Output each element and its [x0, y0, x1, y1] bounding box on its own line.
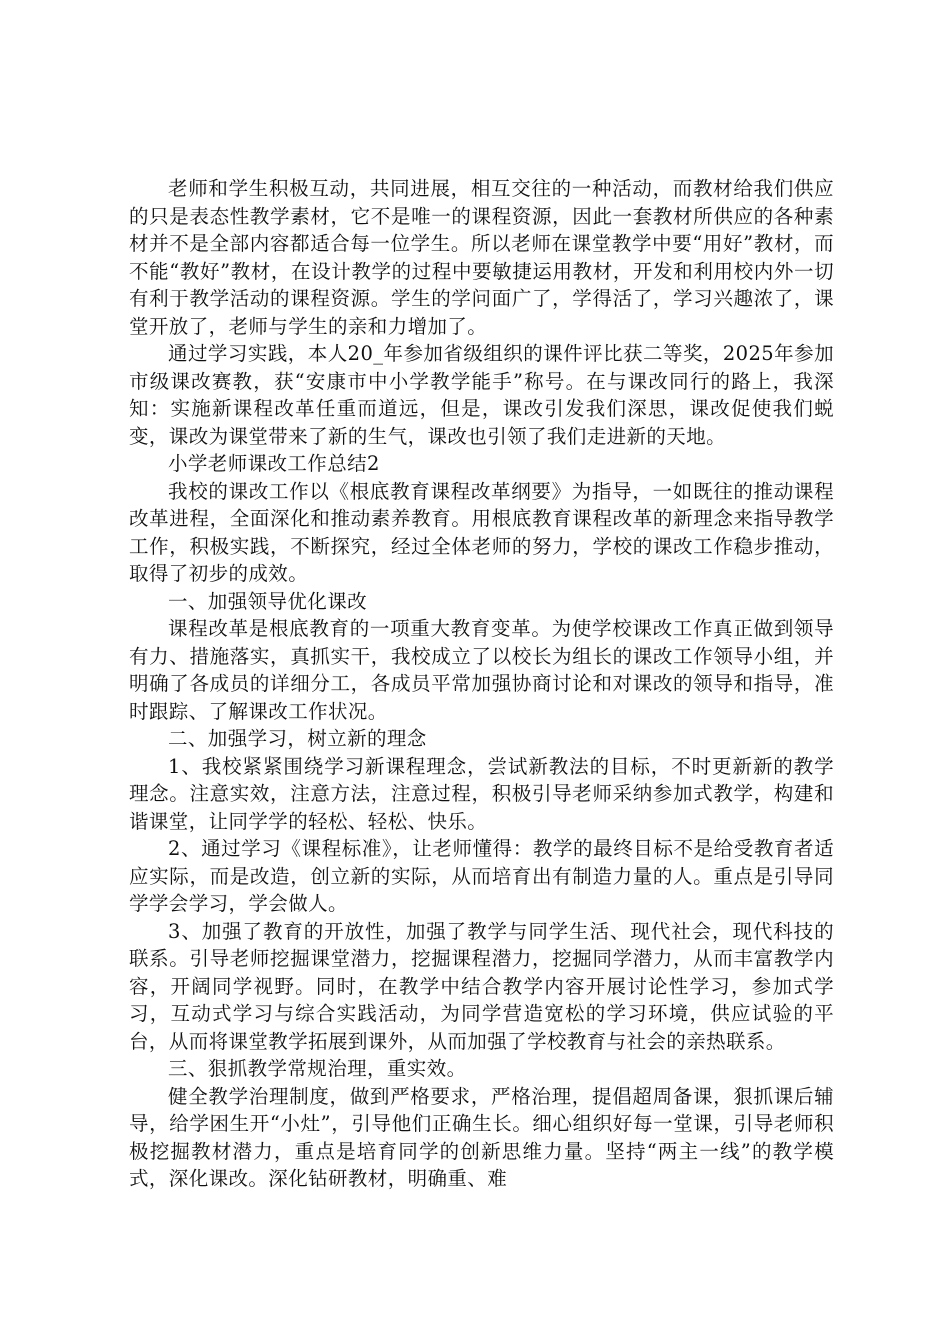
paragraph-4: 课程改革是根底教育的一项重大教育变革。为使学校课改工作真正做到领导有力、措施落实，真抓实干，我校成立了以校长为组长的课改工作领导小组，并明确了各成员的详细分工，各成员平常加强协商讨论和对课改的领导和指导，准时跟踪、了解课改工作状况。	[129, 617, 834, 723]
paragraph-8: 健全教学治理制度，做到严格要求，严格治理，提倡超周备课，狠抓课后辅导，给学困生开“小灶”，引导他们正确生长。细心组织好每一堂课，引导老师积极挖掘教材潜力，重点是培育同学的创新思维力量。坚持“两主一线”的教学模式，深化课改。深化钻研教材，明确重、难	[129, 1084, 834, 1190]
section-title: 小学老师课改工作总结2	[168, 452, 380, 475]
paragraph-3: 我校的课改工作以《根底教育课程改革纲要》为指导，一如既往的推动课程改革进程，全面深化和推动素养教育。用根底教育课程改革的新理念来指导教学工作，积极实践，不断探究，经过全体老师的努力，学校的课改工作稳步推动，取得了初步的成效。	[129, 479, 834, 585]
paragraph-5: 1、我校紧紧围绕学习新课程理念，尝试新教法的目标，不时更新新的教学理念。注意实效，注意方法，注意过程，积极引导老师采纳参加式教学，构建和谐课堂，让同学学的轻松、轻松、快乐。	[129, 754, 834, 833]
heading-3: 三、狠抓教学常规治理，重实效。	[168, 1057, 467, 1080]
paragraph-7: 3、加强了教育的开放性，加强了教学与同学生活、现代社会，现代科技的联系。引导老师挖掘课堂潜力，挖掘课程潜力，挖掘同学潜力，从而丰富教学内容，开阔同学视野。同时，在教学中结合教学内容开展讨论性学习，参加式学习，互动式学习与综合实践活动，为同学营造宽松的学习环境，供应试验的平台，从而将课堂教学拓展到课外，从而加强了学校教育与社会的亲热联系。	[129, 919, 834, 1053]
paragraph-6: 2、通过学习《课程标准》，让老师懂得：教学的最终目标不是给受教育者适应实际，而是改造，创立新的实际，从而培育出有制造力量的人。重点是引导同学学会学习，学会做人。	[129, 837, 834, 915]
paragraph-2: 通过学习实践，本人20_年参加省级组织的课件评比获二等奖，2025年参加市级课改赛教，获“安康市中小学教学能手”称号。在与课改同行的路上，我深知：实施新课程改革任重而道远，但是，课改引发我们深思，课改促使我们蜕变，课改为课堂带来了新的生气，课改也引领了我们走进新的天地。	[129, 342, 834, 448]
paragraph-1: 老师和学生积极互动，共同进展，相互交往的一种活动，而教材给我们供应的只是表态性教学素材，它不是唯一的课程资源，因此一套教材所供应的各种素材并不是全部内容都适合每一位学生。所以老师在课堂教学中要“用好”教材，而不能“教好”教材，在设计教学的过程中要敏捷运用教材，开发和利用校内外一切有利于教学活动的课程资源。学生的学问面广了，学得活了，学习兴趣浓了，课堂开放了，老师与学生的亲和力增加了。	[129, 177, 834, 338]
heading-2: 二、加强学习，树立新的理念	[168, 727, 427, 750]
heading-1: 一、加强领导优化课改	[168, 589, 368, 613]
